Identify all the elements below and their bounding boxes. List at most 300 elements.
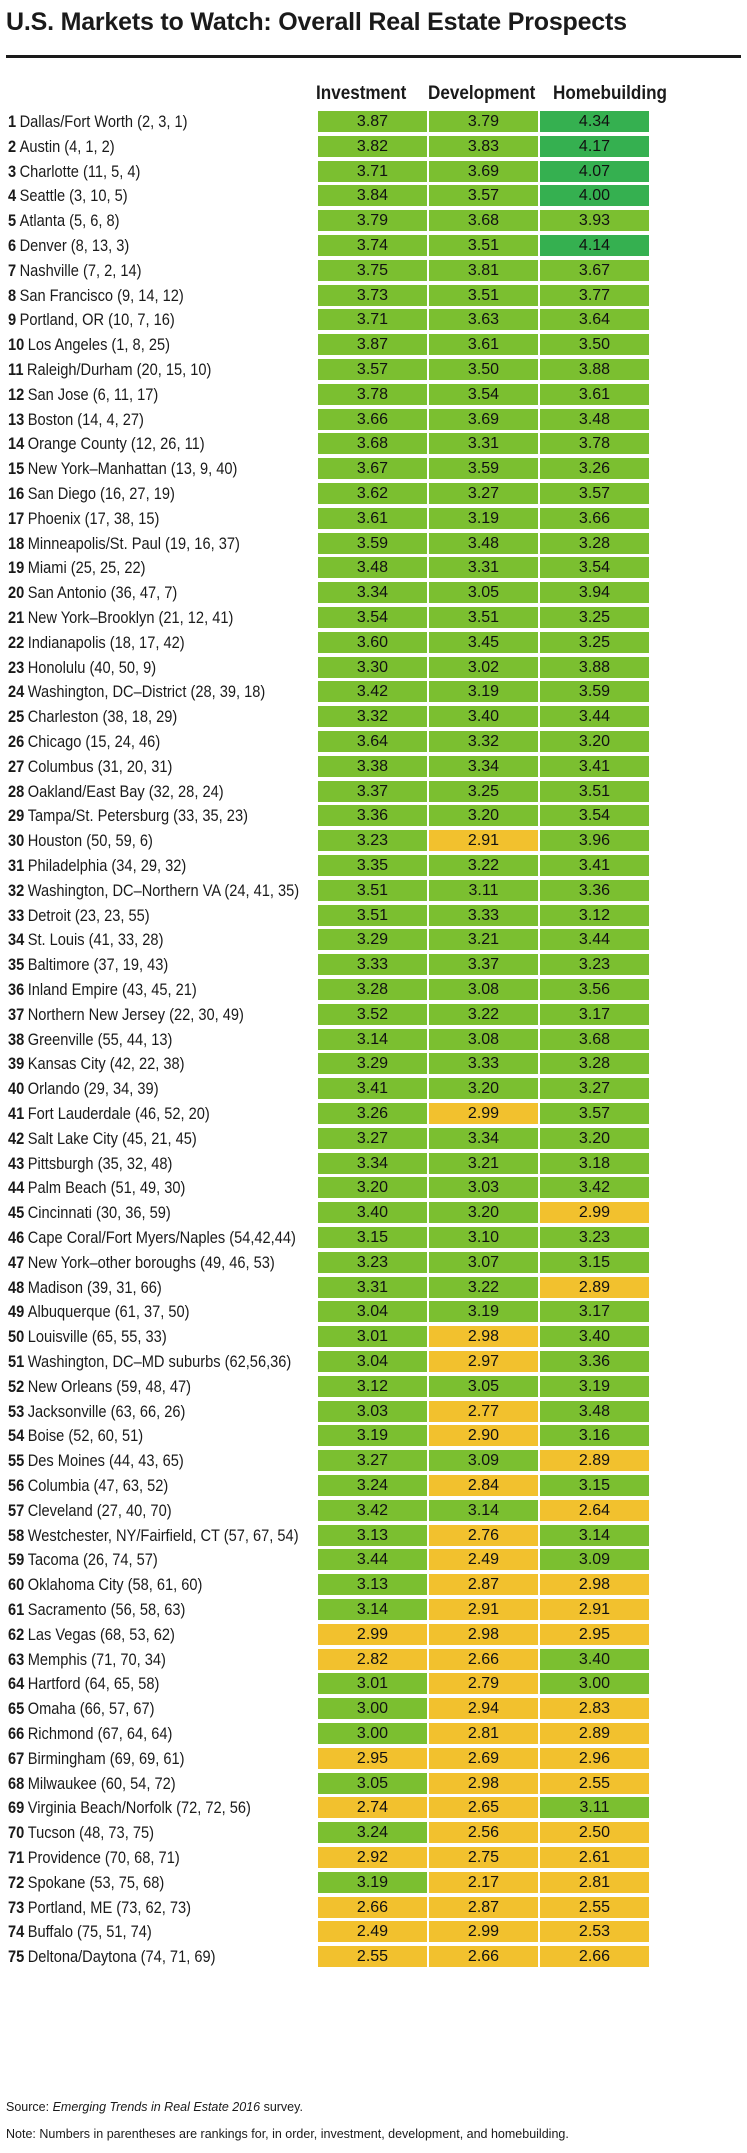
market-label [8,780,224,803]
score-cell-homebuilding: 2.96 [540,1748,649,1769]
score-cell-development: 2.94 [429,1698,538,1719]
score-cell-investment: 3.13 [318,1525,427,1546]
market-name: Cape Coral/Fort Myers/Naples (54,42,44) [27,1228,296,1247]
score-cell-development: 2.97 [429,1351,538,1372]
market-label [8,1127,197,1150]
score-cell-homebuilding: 2.89 [540,1277,649,1298]
rank-number: 23 [8,657,25,677]
score-cell-homebuilding: 3.41 [540,855,649,876]
market-label [8,705,177,728]
score-cell-investment: 3.19 [318,1872,427,1893]
market-name: Salt Lake City (45, 21, 45) [27,1128,197,1148]
score-cell-homebuilding: 3.44 [540,706,649,727]
score-cell-development: 2.84 [429,1475,538,1496]
score-cell-homebuilding: 3.54 [540,557,649,578]
score-cell-development: 3.08 [429,979,538,1000]
rank-number: 41 [8,1104,25,1123]
market-label [8,432,205,455]
score-cell-development: 2.98 [429,1624,538,1645]
market-name: Fort Lauderdale (46, 52, 20) [27,1104,210,1123]
score-cell-development: 2.98 [429,1326,538,1347]
score-cell-development: 2.17 [429,1872,538,1893]
score-cell-development: 3.31 [429,433,538,454]
score-cell-investment: 3.34 [318,1153,427,1174]
market-label [8,1548,158,1571]
market-label [8,1375,191,1398]
market-label [8,160,140,183]
market-name: Phoenix (17, 38, 15) [27,508,160,528]
score-cell-investment: 3.60 [318,632,427,653]
score-cell-homebuilding: 2.91 [540,1599,649,1620]
column-header-investment: Investment [316,83,407,104]
score-cell-homebuilding: 3.67 [540,260,649,281]
score-cell-development: 2.99 [429,1103,538,1124]
market-label [8,1474,168,1497]
market-name: Dallas/Fort Worth (2, 3, 1) [19,112,188,131]
market-label [8,1077,159,1100]
market-name: Honolulu (40, 50, 9) [27,657,157,677]
score-cell-investment: 3.14 [318,1599,427,1620]
score-cell-development: 3.02 [429,657,538,678]
score-cell-development: 2.75 [429,1847,538,1868]
market-label [8,1697,154,1720]
rank-number: 66 [8,1724,25,1743]
score-cell-homebuilding: 2.89 [540,1723,649,1744]
score-cell-investment: 3.33 [318,954,427,975]
market-label [8,1623,175,1646]
score-cell-development: 2.66 [429,1946,538,1967]
score-cell-investment: 3.51 [318,880,427,901]
rank-number: 63 [8,1649,25,1669]
market-name: Des Moines (44, 43, 65) [27,1451,184,1471]
score-cell-homebuilding: 3.44 [540,929,649,950]
score-cell-investment: 2.55 [318,1946,427,1967]
rank-number: 74 [8,1922,25,1942]
score-cell-investment: 2.92 [318,1847,427,1868]
score-cell-homebuilding: 3.23 [540,1227,649,1248]
score-cell-development: 3.83 [429,136,538,157]
rank-number: 52 [8,1376,25,1396]
score-cell-development: 3.19 [429,508,538,529]
rank-number: 60 [8,1575,25,1595]
score-cell-homebuilding: 3.88 [540,657,649,678]
score-cell-homebuilding: 3.26 [540,458,649,479]
rank-number: 33 [8,905,25,925]
market-name: Boise (52, 60, 51) [27,1426,144,1446]
score-cell-investment: 3.52 [318,1004,427,1025]
market-name: Charleston (38, 18, 29) [27,707,178,727]
score-cell-investment: 3.71 [318,309,427,330]
market-label [8,1821,154,1844]
score-cell-investment: 3.51 [318,905,427,926]
market-name: Buffalo (75, 51, 74) [27,1922,152,1942]
score-cell-development: 3.27 [429,483,538,504]
market-name: New York–Manhattan (13, 9, 40) [27,459,238,479]
score-cell-development: 3.22 [429,1004,538,1025]
market-name: Austin (4, 1, 2) [19,136,115,156]
score-cell-homebuilding: 3.61 [540,384,649,405]
score-cell-homebuilding: 3.94 [540,582,649,603]
market-label [8,184,128,207]
score-cell-investment: 3.05 [318,1773,427,1794]
score-cell-development: 3.33 [429,1053,538,1074]
score-cell-homebuilding: 3.78 [540,433,649,454]
market-label [8,209,120,232]
market-label [8,1796,251,1819]
market-label [8,1350,291,1373]
rank-number: 24 [8,682,25,702]
market-name: Pittsburgh (35, 32, 48) [27,1153,173,1173]
score-cell-homebuilding: 4.07 [540,161,649,182]
market-name: Nashville (7, 2, 14) [19,260,142,280]
market-label [8,457,237,480]
rank-number: 35 [8,955,25,975]
rank-number: 58 [8,1525,25,1545]
market-name: Washington, DC–Northern VA (24, 41, 35) [27,880,300,900]
score-cell-investment: 3.59 [318,533,427,554]
market-label [8,259,141,282]
score-cell-homebuilding: 3.15 [540,1475,649,1496]
rank-number: 13 [8,409,25,429]
market-label [8,953,168,976]
score-cell-development: 3.81 [429,260,538,281]
score-cell-homebuilding: 3.15 [540,1252,649,1273]
market-label [8,680,265,703]
score-cell-homebuilding: 3.51 [540,781,649,802]
score-cell-investment: 3.64 [318,731,427,752]
score-cell-investment: 3.57 [318,359,427,380]
market-name: Houston (50, 59, 6) [27,831,153,851]
score-cell-homebuilding: 3.48 [540,1401,649,1422]
market-label [8,284,184,307]
rank-number: 36 [8,980,25,999]
rank-number: 51 [8,1352,25,1371]
chart-title: U.S. Markets to Watch: Overall Real Estate Prospects [6,8,627,36]
market-label [8,1945,215,1968]
score-cell-development: 3.25 [429,781,538,802]
score-cell-investment: 3.35 [318,855,427,876]
market-label [8,1846,180,1869]
market-name: Albuquerque (61, 37, 50) [27,1302,190,1322]
score-cell-homebuilding: 3.27 [540,1078,649,1099]
score-cell-investment: 3.82 [318,136,427,157]
score-cell-investment: 3.38 [318,756,427,777]
score-cell-homebuilding: 3.20 [540,731,649,752]
rank-number: 38 [8,1029,25,1049]
score-cell-homebuilding: 3.41 [540,756,649,777]
score-cell-homebuilding: 2.61 [540,1847,649,1868]
market-name: Orange County (12, 26, 11) [27,434,205,454]
score-cell-investment: 3.04 [318,1351,427,1372]
score-cell-investment: 3.67 [318,458,427,479]
rank-number: 32 [8,880,25,900]
market-label [8,1028,172,1051]
score-cell-homebuilding: 2.83 [540,1698,649,1719]
score-cell-investment: 2.82 [318,1649,427,1670]
market-name: Columbia (47, 63, 52) [27,1476,169,1495]
market-name: Baltimore (37, 19, 43) [27,955,169,975]
market-name: Memphis (71, 70, 34) [27,1649,166,1669]
score-cell-homebuilding: 3.36 [540,880,649,901]
score-cell-homebuilding: 3.88 [540,359,649,380]
rank-number: 8 [8,285,17,305]
score-cell-homebuilding: 3.25 [540,607,649,628]
score-cell-investment: 2.99 [318,1624,427,1645]
score-cell-homebuilding: 3.77 [540,285,649,306]
score-cell-development: 3.54 [429,384,538,405]
score-cell-homebuilding: 3.17 [540,1004,649,1025]
score-cell-development: 2.99 [429,1921,538,1942]
market-name: Jacksonville (63, 66, 26) [27,1401,186,1421]
rank-number: 45 [8,1203,25,1223]
score-cell-development: 3.10 [429,1227,538,1248]
market-label [8,1524,299,1547]
score-cell-development: 3.21 [429,1153,538,1174]
score-cell-homebuilding: 2.98 [540,1574,649,1595]
market-label [8,234,129,257]
score-cell-development: 2.76 [429,1525,538,1546]
market-name: San Francisco (9, 14, 12) [19,285,184,305]
market-label [8,904,150,927]
score-cell-development: 3.57 [429,185,538,206]
footer-source-suffix: survey. [260,2100,303,2114]
score-cell-development: 3.34 [429,756,538,777]
rank-number: 61 [8,1600,25,1619]
market-name: Providence (70, 68, 71) [27,1848,180,1867]
score-cell-homebuilding: 3.20 [540,1128,649,1149]
market-label [8,978,197,1001]
score-cell-investment: 3.04 [318,1301,427,1322]
rank-number: 68 [8,1773,25,1793]
score-cell-investment: 3.23 [318,1252,427,1273]
market-name: Miami (25, 25, 22) [27,558,146,578]
score-cell-homebuilding: 3.40 [540,1649,649,1670]
score-cell-investment: 3.20 [318,1177,427,1198]
rank-number: 53 [8,1401,25,1421]
rank-number: 21 [8,608,25,627]
market-name: San Jose (6, 11, 17) [27,384,159,404]
score-cell-homebuilding: 3.42 [540,1177,649,1198]
market-name: St. Louis (41, 33, 28) [27,930,164,950]
market-label [8,1747,185,1770]
market-label [8,1201,171,1224]
score-cell-investment: 3.01 [318,1326,427,1347]
score-cell-development: 3.48 [429,533,538,554]
market-name: Denver (8, 13, 3) [19,236,130,255]
market-name: Raleigh/Durham (20, 15, 10) [26,360,212,379]
score-cell-homebuilding: 2.55 [540,1897,649,1918]
score-cell-investment: 3.61 [318,508,427,529]
rank-number: 22 [8,632,25,652]
score-cell-development: 2.81 [429,1723,538,1744]
rank-number: 2 [8,136,17,156]
score-cell-homebuilding: 3.57 [540,1103,649,1124]
score-cell-investment: 3.29 [318,929,427,950]
market-label [8,532,240,555]
footer-source-prefix: Source: [6,2100,53,2114]
score-cell-development: 3.32 [429,731,538,752]
rank-number: 1 [8,112,17,131]
score-cell-homebuilding: 4.00 [540,185,649,206]
rank-number: 39 [8,1054,25,1074]
score-cell-homebuilding: 3.54 [540,805,649,826]
rank-number: 11 [8,360,24,379]
rank-number: 44 [8,1178,25,1198]
score-cell-homebuilding: 3.14 [540,1525,649,1546]
market-name: Tampa/St. Petersburg (33, 35, 23) [27,806,248,826]
column-header-homebuilding: Homebuilding [553,83,667,104]
score-cell-investment: 2.66 [318,1897,427,1918]
market-label [8,1400,185,1423]
market-label [8,308,175,331]
score-cell-investment: 3.42 [318,681,427,702]
market-label [8,1573,202,1596]
score-cell-investment: 3.00 [318,1698,427,1719]
score-cell-homebuilding: 2.99 [540,1202,649,1223]
footer-source [6,2100,303,2114]
score-cell-development: 2.49 [429,1549,538,1570]
score-cell-homebuilding: 4.34 [540,111,649,132]
market-name: Orlando (29, 34, 39) [27,1079,159,1099]
market-name: Cincinnati (30, 36, 59) [27,1203,171,1223]
score-cell-investment: 3.24 [318,1475,427,1496]
market-label [8,1052,185,1075]
score-cell-development: 2.79 [429,1673,538,1694]
score-cell-homebuilding: 2.64 [540,1500,649,1521]
score-cell-development: 2.98 [429,1773,538,1794]
rank-number: 26 [8,732,25,751]
score-cell-development: 3.69 [429,409,538,430]
market-name: Madison (39, 31, 66) [27,1277,162,1297]
score-cell-homebuilding: 2.89 [540,1450,649,1471]
rank-number: 31 [8,856,25,875]
market-label [8,854,186,877]
score-cell-homebuilding: 3.17 [540,1301,649,1322]
score-cell-development: 3.19 [429,681,538,702]
market-name: Deltona/Daytona (74, 71, 69) [27,1947,216,1967]
rank-number: 15 [8,459,25,479]
score-cell-development: 3.08 [429,1029,538,1050]
market-label [8,879,299,902]
market-label [8,1176,185,1199]
market-name: Spokane (53, 75, 68) [27,1872,165,1892]
market-name: San Diego (16, 27, 19) [27,484,175,503]
score-cell-investment: 3.15 [318,1227,427,1248]
score-cell-investment: 3.87 [318,111,427,132]
market-label [8,804,248,827]
score-cell-investment: 2.95 [318,1748,427,1769]
score-cell-investment: 3.74 [318,235,427,256]
rank-number: 6 [8,236,17,255]
column-header-development: Development [428,83,536,104]
score-cell-homebuilding: 3.12 [540,905,649,926]
rank-number: 47 [8,1252,25,1272]
score-cell-homebuilding: 3.18 [540,1153,649,1174]
score-cell-investment: 3.27 [318,1450,427,1471]
market-name: Richmond (67, 64, 64) [27,1724,173,1743]
market-name: Indianapolis (18, 17, 42) [27,632,185,652]
score-cell-investment: 3.87 [318,334,427,355]
market-label [8,1722,172,1745]
score-cell-development: 2.90 [429,1425,538,1446]
market-label [8,1300,189,1323]
score-cell-development: 3.31 [429,557,538,578]
score-cell-development: 2.91 [429,830,538,851]
score-cell-investment: 3.01 [318,1673,427,1694]
score-cell-development: 2.65 [429,1797,538,1818]
score-cell-development: 3.11 [429,880,538,901]
market-label [8,581,177,604]
market-name: Portland, ME (73, 62, 73) [27,1897,192,1917]
market-name: Oakland/East Bay (32, 28, 24) [27,781,224,801]
score-cell-development: 3.21 [429,929,538,950]
score-cell-investment: 3.84 [318,185,427,206]
score-cell-homebuilding: 3.23 [540,954,649,975]
rank-number: 37 [8,1004,25,1024]
score-cell-investment: 3.62 [318,483,427,504]
score-cell-homebuilding: 3.36 [540,1351,649,1372]
rank-number: 20 [8,583,25,603]
score-cell-development: 3.22 [429,1277,538,1298]
rank-number: 40 [8,1079,25,1099]
score-cell-development: 3.37 [429,954,538,975]
rank-number: 72 [8,1872,25,1892]
score-cell-investment: 3.14 [318,1029,427,1050]
market-label [8,1102,210,1125]
score-cell-development: 3.05 [429,1376,538,1397]
score-cell-homebuilding: 3.68 [540,1029,649,1050]
rank-number: 50 [8,1327,25,1347]
score-cell-homebuilding: 3.50 [540,334,649,355]
footer-note: Note: Numbers in parentheses are rankings for, in order, investment, development, and homebuilding. [6,2127,569,2141]
market-label [8,1226,296,1249]
score-cell-development: 3.20 [429,805,538,826]
rank-number: 67 [8,1748,25,1768]
score-cell-homebuilding: 2.66 [540,1946,649,1967]
score-cell-homebuilding: 3.66 [540,508,649,529]
score-cell-development: 3.68 [429,210,538,231]
score-cell-investment: 3.44 [318,1549,427,1570]
score-cell-development: 3.51 [429,607,538,628]
rank-number: 16 [8,484,25,503]
market-name: Charlotte (11, 5, 4) [19,161,141,181]
score-cell-development: 3.63 [429,309,538,330]
market-label [8,730,160,753]
score-cell-development: 3.14 [429,1500,538,1521]
score-cell-investment: 3.68 [318,433,427,454]
score-cell-investment: 3.75 [318,260,427,281]
rank-number: 29 [8,806,25,826]
market-name: Atlanta (5, 6, 8) [19,211,120,231]
score-cell-investment: 3.23 [318,830,427,851]
market-name: Milwaukee (60, 54, 72) [27,1773,176,1793]
score-cell-investment: 3.12 [318,1376,427,1397]
rank-number: 42 [8,1128,25,1148]
market-label [8,383,158,406]
market-name: New Orleans (59, 48, 47) [27,1376,192,1396]
market-name: Minneapolis/St. Paul (19, 16, 37) [27,533,240,553]
market-label [8,482,175,505]
score-cell-development: 3.79 [429,111,538,132]
market-label [8,606,233,629]
score-cell-investment: 3.03 [318,1401,427,1422]
rank-number: 65 [8,1699,25,1719]
rank-number: 7 [8,260,17,280]
rank-number: 46 [8,1228,25,1247]
market-label [8,1251,275,1274]
rank-number: 25 [8,707,25,727]
rank-number: 4 [8,186,17,206]
